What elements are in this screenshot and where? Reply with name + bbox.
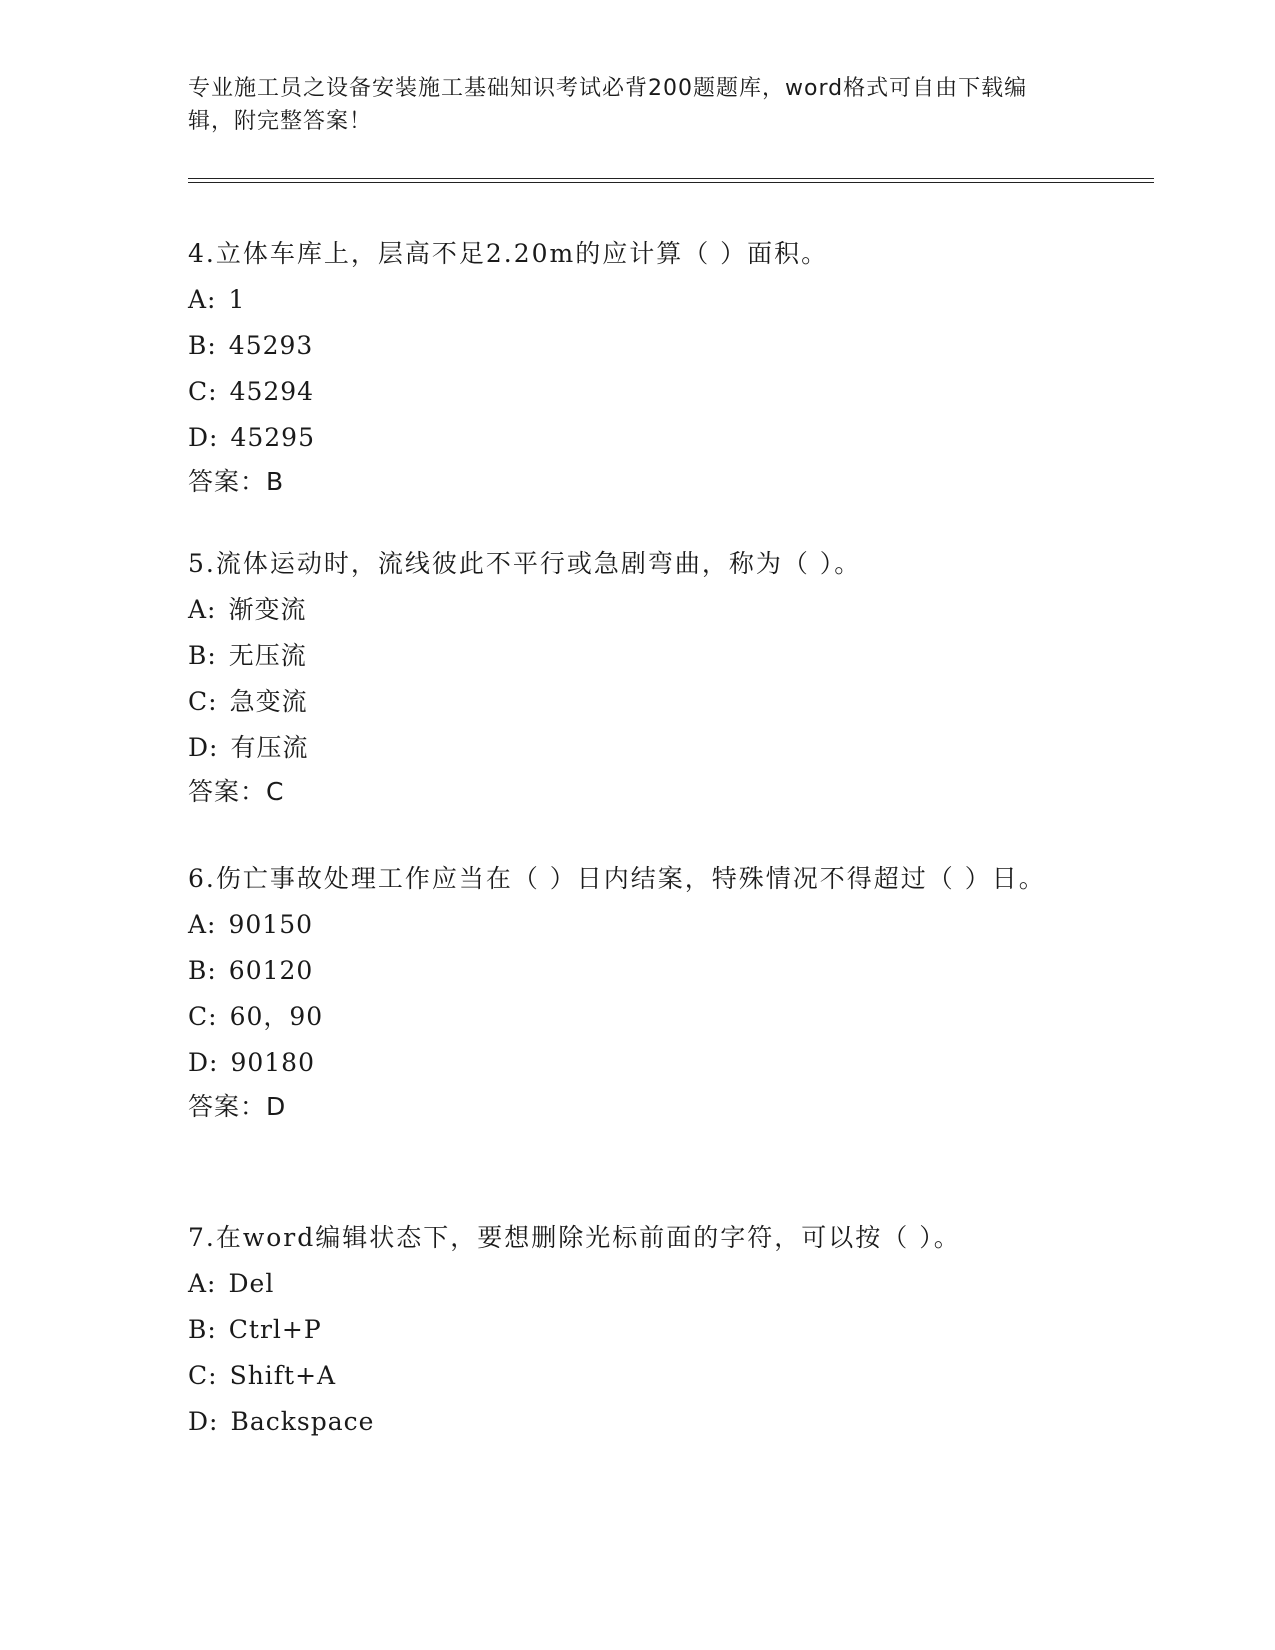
- option-d: [188, 415, 1068, 461]
- option-value: 1: [228, 285, 246, 314]
- question-4: [188, 231, 1068, 503]
- option-value: 60120: [228, 956, 314, 985]
- option-b: [188, 948, 1068, 994]
- option-c: [188, 369, 1068, 415]
- option-value: 90180: [230, 1048, 315, 1077]
- option-value: Shift+A: [229, 1361, 337, 1390]
- option-value: 45293: [228, 331, 314, 360]
- option-value: Backspace: [230, 1407, 375, 1436]
- option-letter: A:: [188, 910, 217, 939]
- option-value: Ctrl+P: [228, 1315, 322, 1344]
- option-letter: D:: [188, 1048, 219, 1077]
- question-stem: 6.伤亡事故处理工作应当在（ ）日内结案，特殊情况不得超过（ ）日。: [188, 864, 1046, 893]
- option-letter: D:: [188, 1407, 219, 1436]
- option-letter: C:: [188, 377, 218, 406]
- question-stem: 7.在word编辑状态下，要想删除光标前面的字符，可以按（ ）。: [188, 1223, 961, 1252]
- option-value: 45295: [230, 423, 315, 452]
- option-letter: C:: [188, 687, 218, 716]
- answer-label: 答案：C: [188, 777, 285, 806]
- option-a: [188, 902, 1068, 948]
- question-6: [188, 856, 1068, 1128]
- document-title: 专业施工员之设备安装施工基础知识考试必背200题题库，word格式可自由下载编辑，附完整答案！: [188, 76, 1028, 134]
- option-a: [188, 1261, 1068, 1307]
- option-letter: A:: [188, 595, 217, 624]
- option-letter: B:: [188, 1315, 217, 1344]
- option-value: 无压流: [228, 641, 307, 670]
- option-value: 有压流: [230, 733, 309, 762]
- option-a: [188, 277, 1068, 323]
- option-letter: D:: [188, 733, 219, 762]
- option-c: [188, 1353, 1068, 1399]
- question-5: [188, 541, 1068, 813]
- option-d: [188, 725, 1068, 771]
- question-7: [188, 1215, 1068, 1445]
- option-c: [188, 994, 1068, 1040]
- option-b: [188, 323, 1068, 369]
- option-letter: A:: [188, 285, 217, 314]
- option-value: 60，90: [229, 1002, 324, 1031]
- option-value: 45294: [229, 377, 315, 406]
- option-b: [188, 633, 1068, 679]
- answer-label: 答案：B: [188, 467, 285, 496]
- option-value: 急变流: [229, 687, 308, 716]
- header-divider-bottom: [188, 182, 1154, 183]
- option-d: [188, 1399, 1068, 1445]
- answer-label: 答案：D: [188, 1092, 287, 1121]
- option-value: Del: [228, 1269, 275, 1298]
- option-letter: B:: [188, 641, 217, 670]
- option-letter: C:: [188, 1002, 218, 1031]
- option-value: 90150: [228, 910, 314, 939]
- option-letter: B:: [188, 956, 217, 985]
- question-stem: 4.立体车库上，层高不足2.20m的应计算（ ）面积。: [188, 239, 829, 268]
- option-letter: D:: [188, 423, 219, 452]
- option-c: [188, 679, 1068, 725]
- option-letter: B:: [188, 331, 217, 360]
- option-a: [188, 587, 1068, 633]
- option-b: [188, 1307, 1068, 1353]
- option-letter: C:: [188, 1361, 218, 1390]
- option-d: [188, 1040, 1068, 1086]
- header-divider-top: [188, 178, 1154, 179]
- option-letter: A:: [188, 1269, 217, 1298]
- option-value: 渐变流: [228, 595, 307, 624]
- question-stem: 5.流体运动时，流线彼此不平行或急剧弯曲，称为（ ）。: [188, 549, 862, 578]
